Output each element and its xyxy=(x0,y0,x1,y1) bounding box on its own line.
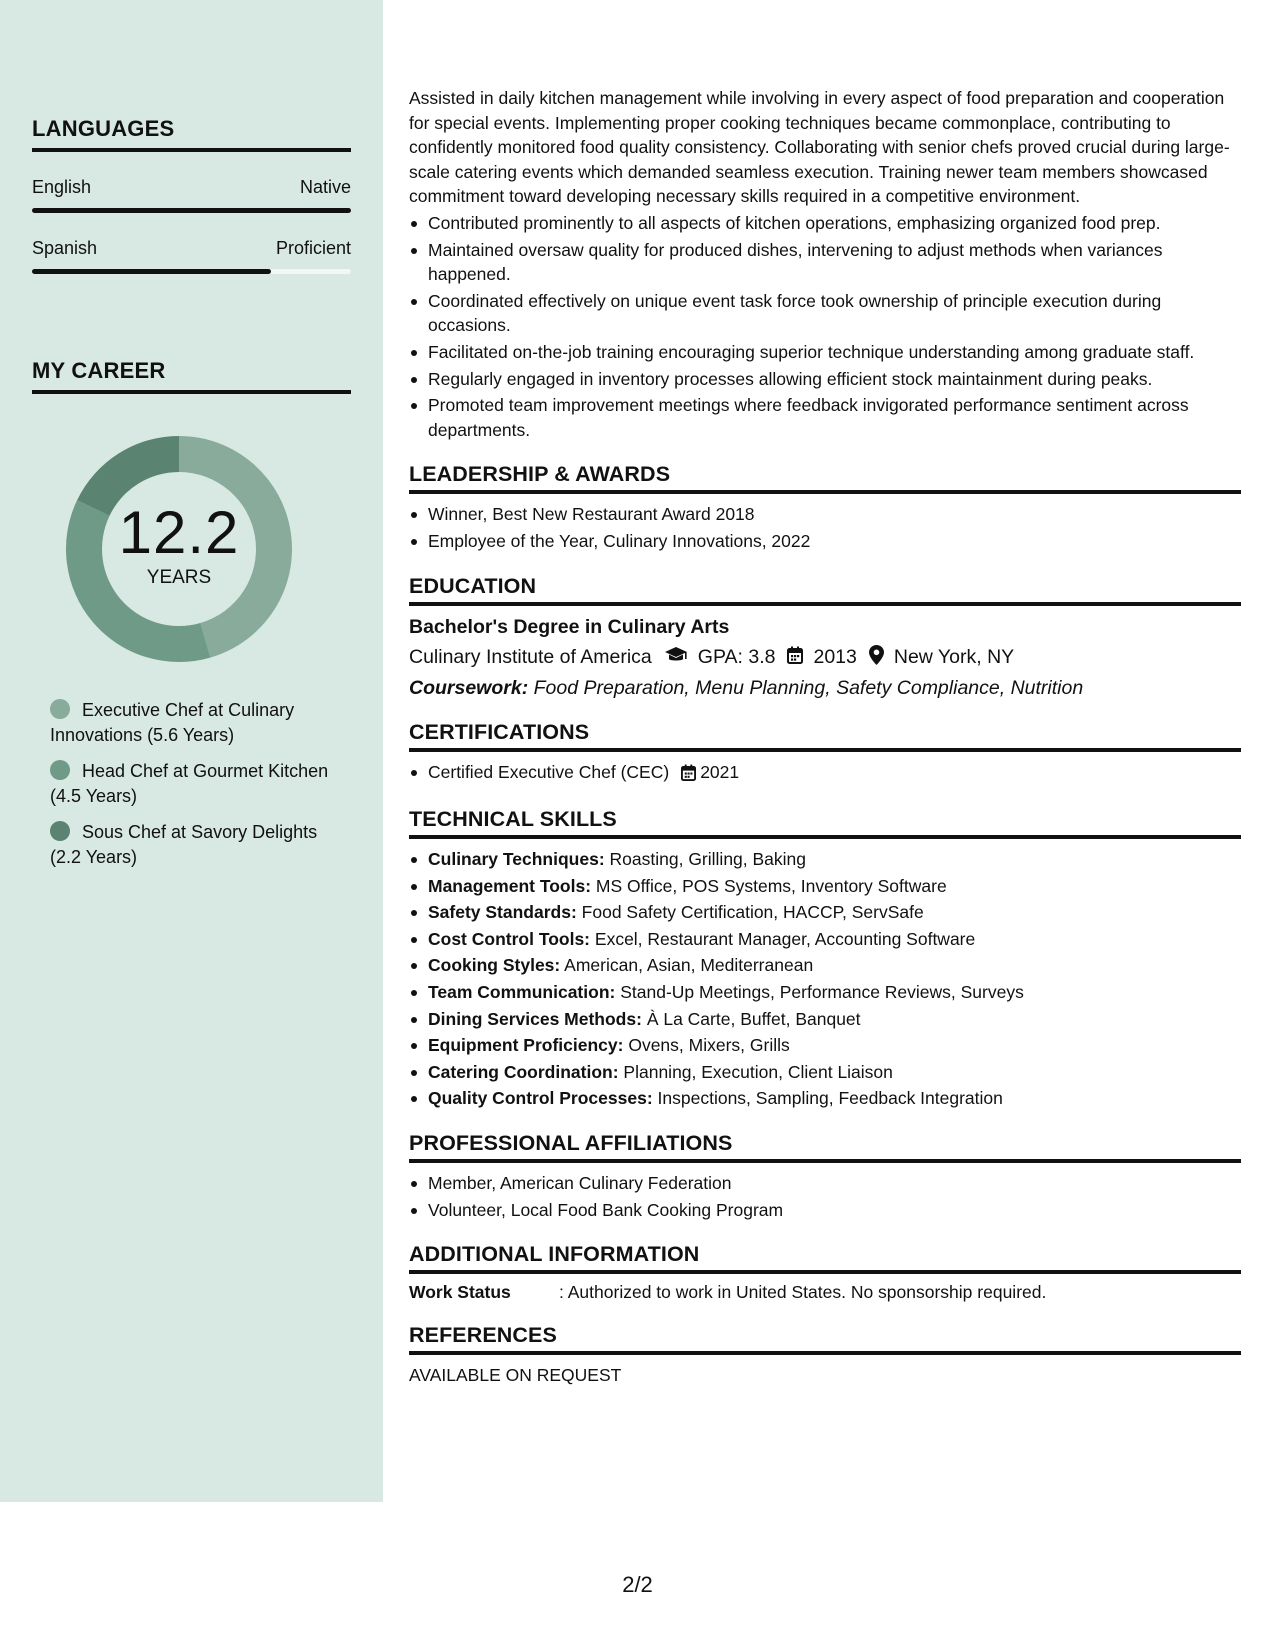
list-item xyxy=(409,874,1241,899)
sidebar xyxy=(0,0,383,1502)
list-item xyxy=(409,1033,1241,1058)
skill-label: Dining Services Methods: xyxy=(428,1008,642,1029)
skill-label: Safety Standards: xyxy=(428,902,577,923)
career-legend-item xyxy=(50,698,350,748)
calendar-icon xyxy=(681,763,696,788)
education-degree: Bachelor's Degree in Culinary Arts xyxy=(409,615,730,638)
references-section xyxy=(409,1323,1241,1386)
coursework-value: Food Preparation, Menu Planning, Safety Compliance, Nutrition xyxy=(533,676,1084,699)
experience-section xyxy=(409,86,1241,442)
education-coursework xyxy=(409,677,1241,700)
legend-dot xyxy=(50,821,70,841)
skill-label: Cooking Styles: xyxy=(428,955,561,976)
section-title: LEADERSHIP & AWARDS xyxy=(409,462,1241,494)
experience-bullets xyxy=(409,211,1241,442)
skill-label: Management Tools: xyxy=(428,875,592,896)
graduation-cap-icon xyxy=(664,646,688,670)
list-item: Facilitated on-the-job training encouraging superior technique understanding among graduate staff. xyxy=(409,340,1241,365)
skills-section xyxy=(409,807,1241,1111)
career-legend-item xyxy=(50,820,350,870)
list-item xyxy=(409,760,1241,788)
skill-value: À La Carte, Buffet, Banquet xyxy=(646,1008,861,1029)
page-number: 2/2 xyxy=(622,1572,653,1597)
skill-label: Culinary Techniques: xyxy=(428,849,605,870)
list-item: Contributed prominently to all aspects of kitchen operations, emphasizing organized food prep. xyxy=(409,211,1241,236)
languages-section xyxy=(32,116,351,274)
skill-label: Catering Coordination: xyxy=(428,1061,619,1082)
list-item xyxy=(409,953,1241,978)
legend-dot xyxy=(50,699,70,719)
list-item xyxy=(409,1007,1241,1032)
education-details xyxy=(409,645,1241,671)
list-item: Member, American Culinary Federation xyxy=(409,1171,1241,1196)
language-name: Spanish xyxy=(32,238,98,258)
certification-year: 2021 xyxy=(700,761,740,782)
skill-value: American, Asian, Mediterranean xyxy=(564,955,814,976)
education-school: Culinary Institute of America xyxy=(409,646,652,668)
language-level: Proficient xyxy=(275,238,351,258)
list-item xyxy=(409,927,1241,952)
list-item xyxy=(409,847,1241,872)
language-bar-fill xyxy=(32,208,351,213)
legend-dot xyxy=(50,760,70,780)
donut-center xyxy=(66,436,292,662)
education-section xyxy=(409,574,1241,700)
languages-heading: LANGUAGES xyxy=(32,116,351,152)
work-status-row xyxy=(409,1282,1241,1303)
section-title: PROFESSIONAL AFFILIATIONS xyxy=(409,1131,1241,1163)
section-title: CERTIFICATIONS xyxy=(409,720,1241,752)
list-item: Winner, Best New Restaurant Award 2018 xyxy=(409,502,1241,527)
skill-value: Inspections, Sampling, Feedback Integration xyxy=(657,1088,1003,1109)
language-level: Native xyxy=(299,177,351,197)
career-section xyxy=(32,358,351,394)
list-item xyxy=(409,900,1241,925)
work-status-value: : Authorized to work in United States. No sponsorship required. xyxy=(559,1282,1047,1303)
language-bar-fill xyxy=(32,269,271,274)
list-item: Promoted team improvement meetings where feedback invigorated performance sentiment across departments. xyxy=(409,393,1241,442)
list-item xyxy=(409,1060,1241,1085)
skill-value: Stand-Up Meetings, Performance Reviews, Surveys xyxy=(620,982,1024,1003)
career-unit: YEARS xyxy=(146,567,212,588)
language-name: English xyxy=(32,177,92,197)
language-bar xyxy=(32,269,351,274)
skill-value: MS Office, POS Systems, Inventory Software xyxy=(595,875,947,896)
list-item: Regularly engaged in inventory processes allowing efficient stock maintainment during peaks. xyxy=(409,367,1241,392)
coursework-label: Coursework: xyxy=(409,676,529,699)
section-title: ADDITIONAL INFORMATION xyxy=(409,1242,1241,1274)
education-year: 2013 xyxy=(813,646,857,668)
certifications-section xyxy=(409,720,1241,788)
skill-value: Ovens, Mixers, Grills xyxy=(628,1035,790,1056)
language-bar xyxy=(32,208,351,213)
career-legend-item xyxy=(50,759,350,809)
section-title: REFERENCES xyxy=(409,1323,1241,1355)
section-title: TECHNICAL SKILLS xyxy=(409,807,1241,839)
map-pin-icon xyxy=(869,645,884,671)
legend-label: Sous Chef at Savory Delights (2.2 Years) xyxy=(50,822,318,867)
list-item: Coordinated effectively on unique event task force took ownership of principle execution during occasions. xyxy=(409,289,1241,338)
list-item xyxy=(409,980,1241,1005)
experience-summary: Assisted in daily kitchen management while involving in every aspect of food preparation and cooperation for special events. Implementing proper cooking techniques became commonplace, contributing to confidently monitored food quality consistency. Collaborating with senior chefs proved crucial during large-scale catering events which demanded seamless execution. Training newer team members showcased commitment toward developing necessary skills required in a competitive environment. xyxy=(409,88,1230,207)
section-title: EDUCATION xyxy=(409,574,1241,606)
education-gpa: GPA: 3.8 xyxy=(697,646,776,668)
calendar-icon xyxy=(787,646,803,670)
skill-value: Planning, Execution, Client Liaison xyxy=(623,1061,893,1082)
affiliations-section xyxy=(409,1131,1241,1222)
career-legend xyxy=(50,698,350,881)
career-heading: MY CAREER xyxy=(32,358,351,394)
skill-label: Team Communication: xyxy=(428,982,616,1003)
list-item: Maintained oversaw quality for produced dishes, intervening to adjust methods when variances happened. xyxy=(409,238,1241,287)
list-item: Employee of the Year, Culinary Innovations, 2022 xyxy=(409,529,1241,554)
career-total: 12.2 xyxy=(118,499,240,566)
skill-label: Equipment Proficiency: xyxy=(428,1035,624,1056)
language-item xyxy=(32,237,351,274)
skill-value: Excel, Restaurant Manager, Accounting Software xyxy=(594,928,976,949)
certification-name: Certified Executive Chef (CEC) xyxy=(428,761,670,782)
skill-value: Food Safety Certification, HACCP, ServSafe xyxy=(581,902,924,923)
language-item xyxy=(32,176,351,213)
skill-value: Roasting, Grilling, Baking xyxy=(609,849,807,870)
list-item xyxy=(409,1086,1241,1111)
legend-label: Head Chef at Gourmet Kitchen (4.5 Years) xyxy=(50,761,329,806)
leadership-section xyxy=(409,462,1241,553)
skill-label: Cost Control Tools: xyxy=(428,928,591,949)
list-item: Volunteer, Local Food Bank Cooking Program xyxy=(409,1198,1241,1223)
work-status-label: Work Status xyxy=(409,1282,511,1303)
skill-label: Quality Control Processes: xyxy=(428,1088,653,1109)
legend-label: Executive Chef at Culinary Innovations (5.6 Years) xyxy=(50,700,295,745)
additional-section xyxy=(409,1242,1241,1303)
references-text: AVAILABLE ON REQUEST xyxy=(409,1365,622,1386)
main-content xyxy=(409,86,1241,1386)
career-donut-chart xyxy=(66,436,292,662)
education-location: New York, NY xyxy=(893,646,1015,668)
